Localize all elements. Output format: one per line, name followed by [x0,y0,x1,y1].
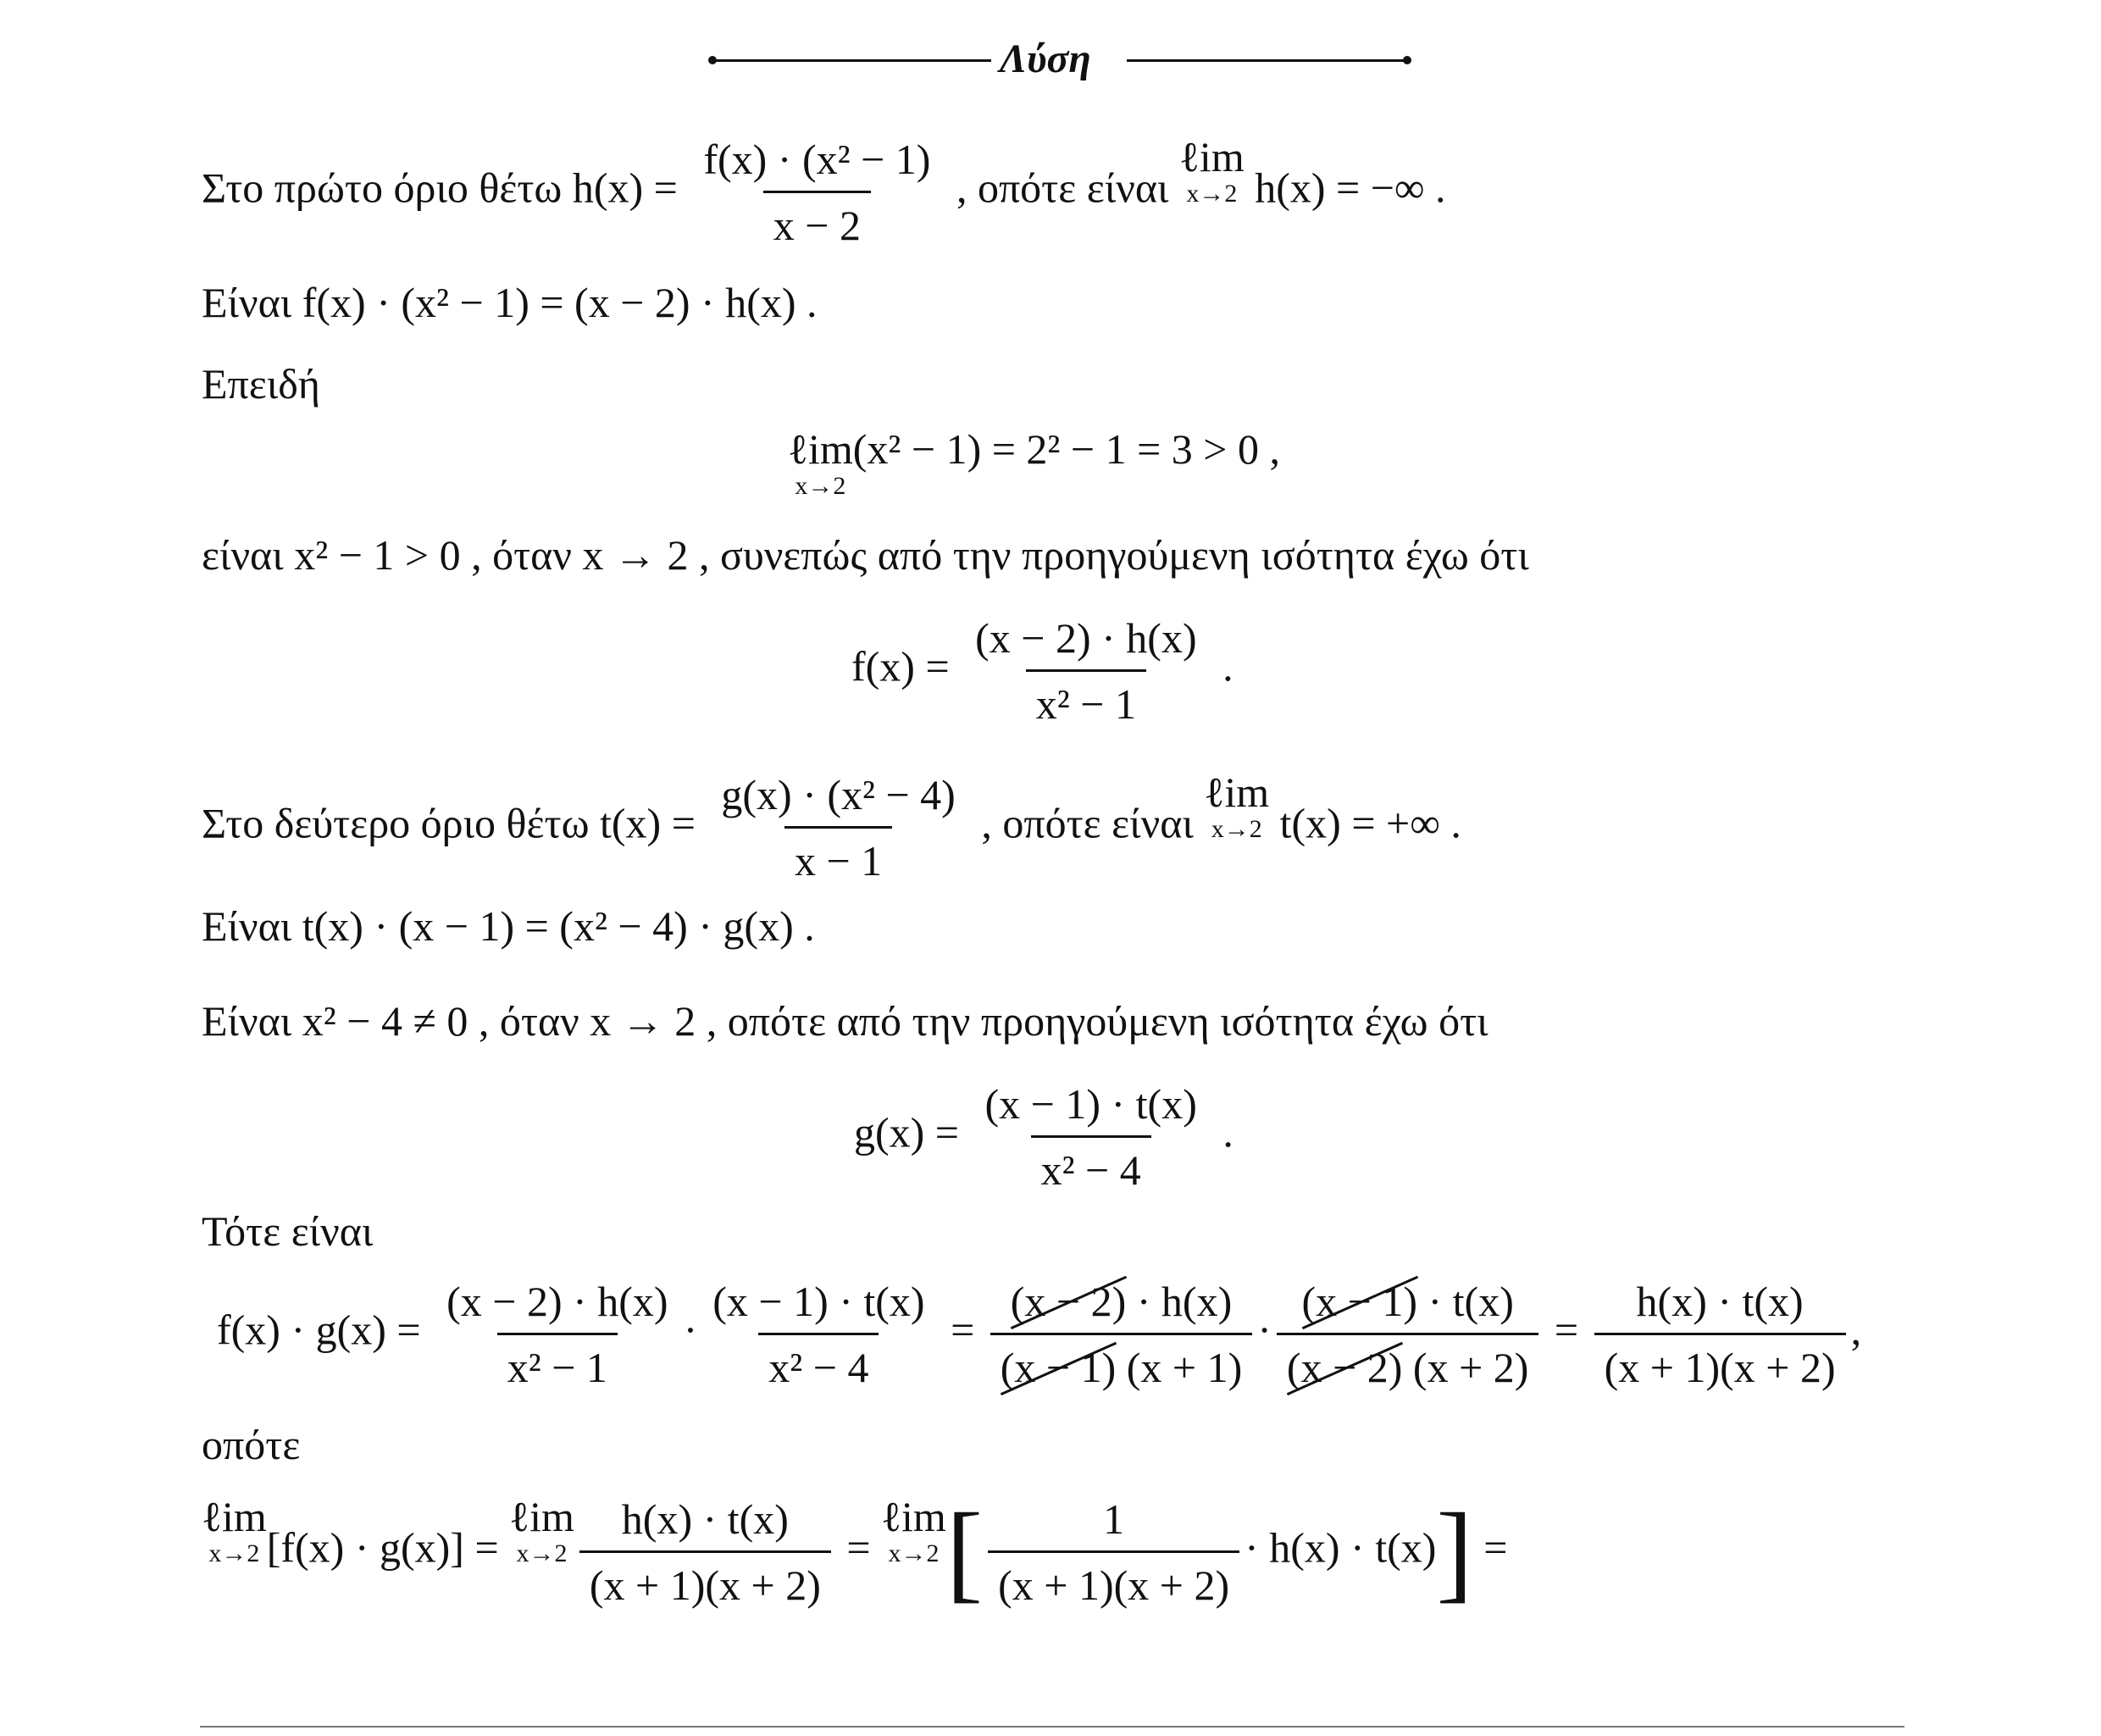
numerator: g(x) · (x² − 4) [721,771,956,818]
fraction [1594,1278,1846,1391]
line-product [217,1278,1861,1391]
denominator: (x + 1)(x + 2) [988,1550,1239,1610]
numerator [1292,1278,1524,1333]
numerator: h(x) · t(x) [1636,1278,1804,1325]
numerator: (x − 2) · h(x) [446,1278,668,1325]
text: = [1554,1306,1579,1354]
section-title: Λύση [1000,36,1091,81]
fraction [579,1495,831,1609]
separator-line-right [1127,59,1406,62]
limit-operator [509,1495,574,1567]
limit-operator [1178,133,1245,208]
text: = [1483,1523,1508,1572]
text: · h(x) · t(x) [1245,1523,1437,1572]
limit-operator [788,425,853,500]
text: [f(x) · g(x)] = [266,1523,499,1572]
line-second-limit [202,768,1461,885]
text: , οπότε είναι [981,799,1194,847]
line-first-limit [202,133,1446,249]
footer-rule [200,1726,1904,1728]
separator-line-left [712,59,991,62]
denominator: x² − 4 [758,1333,879,1392]
numerator: h(x) · t(x) [621,1495,789,1543]
lim-subscript: x→2 [516,1539,568,1567]
lim-subscript: x→2 [795,472,846,500]
denominator [990,1333,1253,1392]
lim-subscript: x→2 [1186,180,1238,208]
fraction [975,1080,1207,1194]
lim-subscript: x→2 [208,1539,260,1567]
text: Είναι x² − 4 ≠ 0 , όταν x → 2 , οπότε από την προηγούμενη ισότητα έχω ότι [202,997,1488,1045]
denominator: x − 2 [763,191,871,250]
fraction-cancelled [990,1278,1253,1391]
text: (x² − 1) = 2² − 1 = 3 > 0 , [852,425,1281,473]
denominator: x² − 1 [497,1333,618,1392]
line-nonzero [202,997,1488,1045]
lim-subscript: x→2 [1211,815,1262,843]
denominator: x − 1 [784,826,892,885]
text: (x + 1) [1116,1343,1243,1391]
fraction [436,1278,678,1391]
fraction-cancelled [1277,1278,1539,1391]
text: g(x) = [854,1108,959,1156]
numerator: (x − 1) · t(x) [712,1278,925,1325]
separator-dot-right [1403,56,1411,64]
denominator: (x + 1)(x + 2) [579,1550,831,1610]
text: = [846,1523,871,1572]
text: Στο δεύτερο όριο θέτω t(x) = [202,799,696,847]
line-f-formula [851,614,1233,728]
text: = [951,1306,975,1354]
fraction [965,614,1206,728]
lim-text: ℓim [1204,768,1270,816]
text: , οπότε είναι [956,164,1169,212]
denominator [1277,1333,1539,1392]
cancelled-factor: (x − 2) [1010,1278,1127,1325]
text: f(x) = [851,642,950,691]
fraction [711,771,965,885]
text: · h(x) [1126,1278,1233,1325]
line-equation-h [202,281,818,324]
denominator: (x + 1)(x + 2) [1594,1333,1846,1392]
lim-text: ℓim [202,1493,267,1540]
text: (x + 2) [1402,1343,1529,1391]
line-then [202,1207,374,1255]
text: είναι x² − 1 > 0 , όταν x → 2 , συνεπώς από την προηγούμενη ισότητα έχω ότι [202,531,1529,579]
line-consequence [202,531,1529,579]
text: · t(x) [1417,1278,1514,1325]
cancelled-factor: (x − 2) [1286,1343,1403,1391]
numerator: (x − 1) · t(x) [984,1080,1197,1128]
text: Επειδή [202,360,320,408]
text: , [1850,1306,1862,1354]
text: t(x) = +∞ . [1279,799,1461,847]
line-limit-value [788,425,1281,500]
line-since [202,360,320,408]
denominator: x² − 1 [1026,669,1146,729]
text: Στο πρώτο όριο θέτω h(x) = [202,164,678,212]
text: · [1257,1306,1272,1354]
line-therefore [202,1423,300,1466]
right-bracket: ] [1436,1491,1473,1613]
numerator: 1 [1103,1495,1125,1543]
fraction [693,136,940,249]
left-bracket: [ [945,1491,984,1613]
text: . [1222,642,1233,691]
text: . [1222,1108,1233,1156]
lim-text: ℓim [881,1493,946,1540]
limit-operator [202,1495,267,1567]
limit-operator [1204,768,1270,843]
numerator: (x − 2) · h(x) [975,614,1197,662]
text: · [683,1306,698,1354]
lim-text: ℓim [1178,133,1245,180]
text: Είναι t(x) · (x − 1) = (x² − 4) · g(x) . [202,902,815,950]
cancelled-factor: (x − 1) [1301,1278,1417,1325]
line-final-limit [202,1491,1508,1613]
text: οπότε [202,1421,301,1468]
lim-subscript: x→2 [888,1539,940,1567]
numerator: f(x) · (x² − 1) [703,136,931,183]
text: Είναι f(x) · (x² − 1) = (x − 2) · h(x) . [202,279,818,326]
lim-text: ℓim [788,425,853,473]
lim-text: ℓim [509,1493,574,1540]
fraction [702,1278,934,1391]
text: h(x) = −∞ . [1255,164,1446,212]
cancelled-factor: (x − 1) [1000,1343,1117,1391]
fraction [988,1495,1239,1609]
text: Τότε είναι [202,1207,374,1255]
text: f(x) · g(x) = [217,1306,421,1354]
line-g-formula [854,1080,1233,1194]
numerator [1001,1278,1242,1333]
denominator: x² − 4 [1031,1135,1151,1195]
limit-operator [881,1495,946,1567]
line-equation-t [202,902,815,950]
